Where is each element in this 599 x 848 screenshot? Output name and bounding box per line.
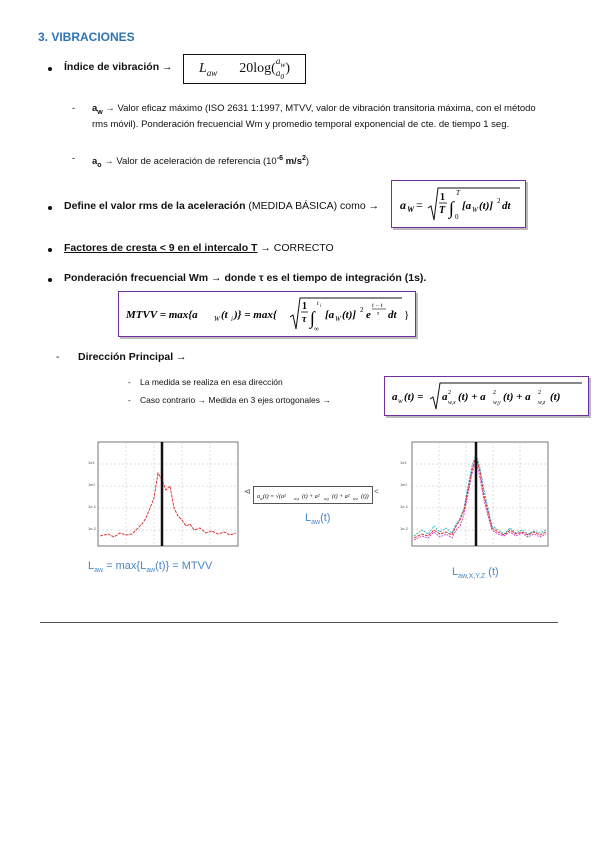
- rms-formula: [391, 180, 526, 228]
- svg-text:dt: dt: [388, 309, 397, 321]
- svg-text:w,y: w,y: [493, 400, 501, 406]
- svg-text:W: W: [214, 315, 220, 323]
- left-arrow: ⊲: [244, 487, 251, 496]
- mid-formula-svg: [254, 487, 372, 503]
- bullet-dot: [48, 278, 52, 282]
- svg-text:w,x: w,x: [448, 400, 456, 406]
- svg-text:}: }: [404, 309, 410, 321]
- svg-text:(t) + a²: (t) + a²: [332, 494, 350, 500]
- svg-text:W: W: [471, 206, 478, 214]
- svg-text:(t)): (t)): [361, 494, 369, 500]
- frequency-weighting-text: Ponderación frecuencial Wm → donde τ es el tiempo de integración (1s).: [64, 272, 427, 284]
- svg-text:w,z: w,z: [538, 400, 546, 406]
- triaxial-formula: [384, 376, 589, 416]
- svg-text:2: 2: [448, 390, 451, 396]
- svg-text:i: i: [231, 315, 233, 323]
- mid-formula-box: [253, 486, 373, 504]
- svg-text:[a: [a: [461, 200, 471, 212]
- svg-text:w: w: [398, 397, 403, 405]
- rms-definition-text: Define el valor rms de la aceleración (MEDIDA BÁSICA) como →: [64, 200, 380, 212]
- svg-text:(t) = √(a²: (t) = √(a²: [263, 494, 286, 500]
- svg-text:(t): (t): [550, 391, 561, 403]
- svg-text:=: =: [415, 198, 423, 212]
- svg-text:τ: τ: [302, 314, 307, 325]
- svg-text:2: 2: [360, 306, 364, 314]
- svg-text:(t) =: (t) =: [404, 391, 424, 403]
- svg-text:w: w: [260, 496, 263, 501]
- direction-label: - Dirección Principal →: [56, 351, 187, 363]
- svg-text:t: t: [317, 301, 319, 307]
- svg-text:∫: ∫: [448, 198, 454, 218]
- formula-rhs: 20log(: [239, 61, 276, 76]
- direction-item-2: - Caso contrario → Medida en 3 ejes ortogonales →: [128, 395, 331, 405]
- svg-text:1e0: 1e0: [400, 482, 407, 487]
- mtvv-formula-svg: [120, 293, 414, 335]
- svg-text:(t) + a: (t) + a: [503, 391, 531, 403]
- svg-text:2: 2: [496, 197, 500, 205]
- svg-text:τ: τ: [377, 311, 380, 317]
- sub-item-ao: - $a_o$ → Valor de aceleración de referencia ($10^{-6}$ $m/s^2$): [72, 153, 310, 170]
- vibration-index-label: Índice de vibración →: [64, 61, 173, 73]
- mtvv-formula: [118, 291, 416, 337]
- svg-text:a: a: [257, 494, 260, 500]
- crest-factor-text: Factores de cresta < 9 en el intercalo T → CORRECTO: [64, 242, 334, 254]
- svg-text:i: i: [320, 304, 322, 309]
- svg-text:(t)]: (t)]: [478, 200, 493, 212]
- formula-lhs: $L_{aw}$: [198, 60, 218, 78]
- svg-text:(t: (t: [221, 309, 228, 321]
- svg-text:1e-2: 1e-2: [88, 526, 97, 531]
- svg-text:w,x: w,x: [294, 496, 300, 501]
- svg-text:2: 2: [538, 390, 541, 396]
- svg-text:W: W: [406, 205, 414, 214]
- svg-text:1e-2: 1e-2: [400, 526, 409, 531]
- section-heading: 3. VIBRACIONES: [38, 30, 135, 44]
- triaxial-formula-svg: [386, 378, 587, 414]
- mid-caption: $L_{aw}(t)$: [305, 512, 331, 527]
- left-chart-svg: [84, 438, 244, 558]
- right-triaxial-chart: [394, 438, 554, 564]
- vibration-index-formula: $L_{aw}$ 20log( $a_w$ $a_0$ ): [183, 54, 306, 84]
- bullet-dot: [48, 67, 52, 71]
- svg-text:1e1: 1e1: [88, 460, 95, 465]
- svg-text:w,y: w,y: [324, 496, 330, 501]
- right-chart-svg: [394, 438, 554, 564]
- formula-fraction: $a_w$ $a_0$: [275, 56, 286, 81]
- svg-text:dt: dt: [501, 200, 511, 212]
- svg-text:1e-1: 1e-1: [88, 504, 97, 509]
- svg-text:MTVV = max{a: MTVV = max{a: [126, 309, 198, 321]
- svg-text:1e0: 1e0: [88, 482, 95, 487]
- svg-text:[a: [a: [325, 309, 335, 321]
- svg-text:T: T: [455, 189, 460, 197]
- svg-text:(t) + a²: (t) + a²: [302, 494, 320, 500]
- svg-text:(t)]: (t)]: [342, 309, 357, 321]
- svg-text:∞: ∞: [314, 325, 319, 333]
- sub-item-aw: - $a_w$ → Valor eficaz máximo (ISO 2631 1:1997, MTVV, valor de vibración transitoria máxima, con el método rms móvil). Ponderación frecuencial Wm y promedio temporal exponencial de cte. de tiempo 1 seg.: [72, 103, 536, 130]
- svg-text:0: 0: [454, 213, 458, 221]
- direction-item-1: - La medida se realiza en esa dirección: [128, 377, 283, 387]
- section-divider: [40, 622, 558, 623]
- svg-text:T: T: [438, 205, 445, 216]
- svg-text:a: a: [399, 198, 406, 212]
- svg-text:)} = max{: )} = max{: [234, 309, 277, 321]
- svg-text:1e1: 1e1: [400, 460, 407, 465]
- svg-text:1: 1: [439, 192, 445, 203]
- left-caption: $L_{aw} = \max\{L_{aw}(t)\}$ = MTVV: [88, 560, 213, 575]
- svg-text:∫: ∫: [310, 308, 315, 328]
- svg-text:W: W: [335, 315, 341, 323]
- svg-text:w,z: w,z: [353, 496, 358, 501]
- svg-text:1: 1: [302, 301, 307, 312]
- left-mtvv-chart: [84, 438, 244, 558]
- svg-text:1e-1: 1e-1: [400, 504, 409, 509]
- svg-text:t − t: t − t: [372, 303, 383, 309]
- svg-text:e: e: [366, 309, 371, 321]
- right-caption: $L_{aw,X,Y,Z}$ (t): [452, 566, 499, 581]
- rms-formula-svg: [394, 182, 524, 226]
- right-arrow: <: [374, 487, 379, 496]
- svg-text:2: 2: [493, 390, 496, 396]
- bullet-dot: [48, 248, 52, 252]
- svg-text:(t) + a: (t) + a: [458, 391, 486, 403]
- svg-text:a: a: [392, 391, 398, 403]
- svg-text:a: a: [442, 391, 448, 403]
- bullet-dot: [48, 206, 52, 210]
